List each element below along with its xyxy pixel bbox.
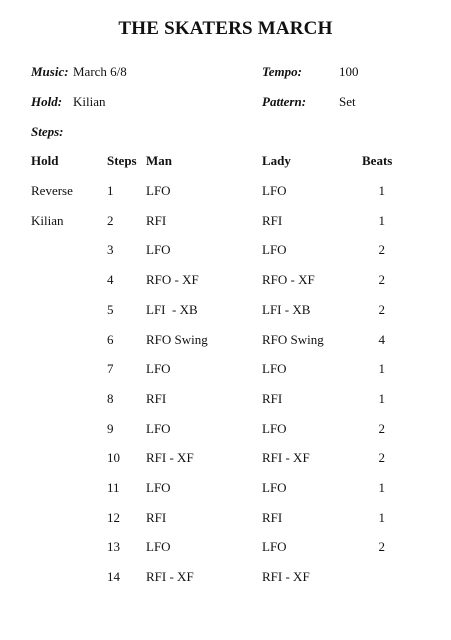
row-hold-cell: Reverse <box>31 183 73 198</box>
row-lady-cell: RFI - XF <box>262 569 310 584</box>
hold-label: Hold: <box>31 94 63 109</box>
hold-value: Kilian <box>73 94 106 109</box>
row-step-cell: 2 <box>107 213 114 228</box>
pattern-label: Pattern: <box>262 94 307 109</box>
row-step-cell: 6 <box>107 332 114 347</box>
row-man-cell: LFO <box>146 361 171 376</box>
row-step-cell: 12 <box>107 510 120 525</box>
row-hold-cell: Kilian <box>31 213 64 228</box>
row-lady-cell: LFI - XB <box>262 302 311 317</box>
row-beats-cell: 4 <box>378 332 385 347</box>
row-beats-cell: 1 <box>378 480 385 495</box>
page-title: THE SKATERS MARCH <box>118 18 333 39</box>
row-beats-cell: 1 <box>378 391 385 406</box>
row-man-cell: RFI <box>146 213 167 228</box>
row-lady-cell: RFO Swing <box>262 332 324 347</box>
row-beats-cell: 2 <box>378 272 385 287</box>
row-beats-cell: 2 <box>378 450 385 465</box>
row-lady-cell: LFO <box>262 480 287 495</box>
row-beats-cell: 2 <box>378 539 385 554</box>
row-step-cell: 11 <box>107 480 120 495</box>
row-man-cell: LFI - XB <box>146 302 198 317</box>
column-header-hold: Hold <box>31 153 59 168</box>
row-step-cell: 5 <box>107 302 114 317</box>
row-lady-cell: RFI <box>262 510 283 525</box>
row-step-cell: 3 <box>107 242 114 257</box>
row-beats-cell: 2 <box>378 421 385 436</box>
row-lady-cell: RFI - XF <box>262 450 310 465</box>
row-beats-cell: 1 <box>378 213 385 228</box>
column-header-man: Man <box>146 153 172 168</box>
row-man-cell: RFO Swing <box>146 332 208 347</box>
row-step-cell: 4 <box>107 272 114 287</box>
tempo-value: 100 <box>339 64 359 79</box>
row-step-cell: 1 <box>107 183 114 198</box>
row-lady-cell: RFO - XF <box>262 272 315 287</box>
row-lady-cell: RFI <box>262 213 283 228</box>
row-man-cell: LFO <box>146 242 171 257</box>
row-step-cell: 10 <box>107 450 120 465</box>
pattern-value: Set <box>339 94 356 109</box>
row-man-cell: LFO <box>146 421 171 436</box>
row-lady-cell: LFO <box>262 421 287 436</box>
column-header-lady: Lady <box>262 153 291 168</box>
row-man-cell: LFO <box>146 183 171 198</box>
row-man-cell: RFI <box>146 510 167 525</box>
row-man-cell: RFO - XF <box>146 272 199 287</box>
row-beats-cell: 1 <box>378 510 385 525</box>
row-beats-cell: 2 <box>378 302 385 317</box>
row-beats-cell: 1 <box>378 361 385 376</box>
column-header-steps: Steps <box>107 153 137 168</box>
row-lady-cell: LFO <box>262 539 287 554</box>
row-step-cell: 7 <box>107 361 114 376</box>
row-step-cell: 13 <box>107 539 120 554</box>
column-header-beats: Beats <box>362 153 393 168</box>
row-step-cell: 9 <box>107 421 114 436</box>
row-man-cell: RFI - XF <box>146 450 194 465</box>
row-beats-cell: 2 <box>378 242 385 257</box>
music-value: March 6/8 <box>73 64 127 79</box>
row-beats-cell: 1 <box>378 183 385 198</box>
steps-label: Steps: <box>31 124 64 139</box>
row-lady-cell: LFO <box>262 183 287 198</box>
tempo-label: Tempo: <box>262 64 302 79</box>
row-man-cell: RFI <box>146 391 167 406</box>
row-step-cell: 14 <box>107 569 120 584</box>
row-man-cell: LFO <box>146 539 171 554</box>
row-lady-cell: RFI <box>262 391 283 406</box>
row-lady-cell: LFO <box>262 361 287 376</box>
row-step-cell: 8 <box>107 391 114 406</box>
row-man-cell: LFO <box>146 480 171 495</box>
music-label: Music: <box>31 64 69 79</box>
row-lady-cell: LFO <box>262 242 287 257</box>
row-man-cell: RFI - XF <box>146 569 194 584</box>
